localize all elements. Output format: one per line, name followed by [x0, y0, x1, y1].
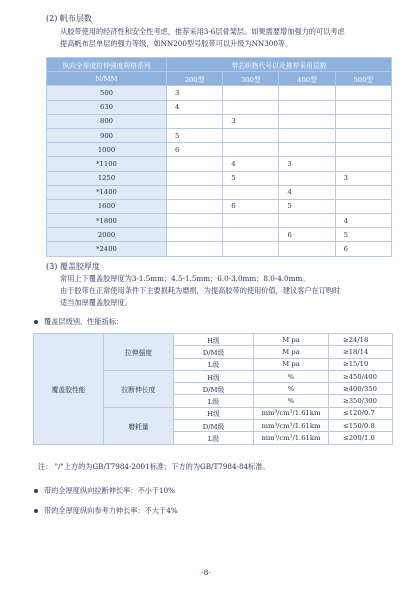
section-2-title: (2) 帆布层数 — [46, 14, 92, 23]
value-cell: ≥400/350 — [329, 383, 393, 395]
layer-count-cell: 6 — [223, 199, 279, 213]
section-3-line-2: 由于胶带在正常使用条件下主要损耗为磨损，为提高胶带的使用价值，建议客户在订购时 — [60, 286, 341, 295]
layer-count-cell — [335, 128, 391, 142]
table-row — [47, 143, 392, 157]
property-cell: 拉伸强度 — [104, 334, 174, 371]
unit-cell: M pa — [254, 334, 329, 346]
grade-cell: H级 — [174, 334, 254, 346]
layer-count-cell — [279, 100, 335, 114]
unit-cell: % — [254, 395, 329, 407]
layer-count-cell — [223, 100, 279, 114]
value-cell: ≥350/300 — [329, 395, 393, 407]
layer-count-cell — [167, 242, 223, 256]
layer-count-cell — [167, 157, 223, 171]
table-row — [47, 185, 392, 199]
table-row — [47, 128, 392, 142]
spec-cell: *1400 — [47, 185, 167, 199]
section-3-title: (3) 覆盖胶厚度 — [46, 262, 100, 271]
layer-count-cell — [167, 185, 223, 199]
spec-cell: *1800 — [47, 214, 167, 228]
layer-count-cell — [335, 199, 391, 213]
layer-count-cell — [279, 114, 335, 128]
section-3-line-1: 常用上下覆盖胶厚度为3-1.5mm；4.5-1.5mm；6.0-3.0mm；8.0-4.0mm。 — [60, 274, 310, 283]
layer-count-cell: 5 — [167, 128, 223, 142]
layer-count-cell — [335, 157, 391, 171]
layer-count-cell — [223, 86, 279, 100]
layer-count-cell — [223, 228, 279, 242]
layer-count-cell: 3 — [167, 86, 223, 100]
property-cell: 拉断伸长度 — [104, 370, 174, 407]
layer-count-cell: 3 — [279, 157, 335, 171]
layer-count-cell — [279, 86, 335, 100]
header-unit: N/MM — [47, 72, 167, 86]
value-cell: ≤150/0.8 — [329, 420, 393, 432]
table-row — [47, 228, 392, 242]
spec-cell: 630 — [47, 100, 167, 114]
spec-cell: 900 — [47, 128, 167, 142]
layer-count-cell — [279, 128, 335, 142]
spec-cell: 800 — [47, 114, 167, 128]
unit-cell: M pa — [254, 358, 329, 370]
spec-cell: 1250 — [47, 171, 167, 185]
header-spec-series: 纵向全厚度拉伸强度规格系列 — [47, 58, 167, 72]
standard-note: 注： "/"上方的为GB/T7984-2001标准；下方的为GB/T7984-84标准。 — [38, 462, 270, 471]
reference-elongation-bullet — [34, 506, 178, 516]
header-type-500: 500型 — [335, 72, 391, 86]
grade-cell: L级 — [174, 358, 254, 370]
table-row — [47, 86, 392, 100]
spec-cell: *2400 — [47, 242, 167, 256]
layer-count-cell — [335, 86, 391, 100]
layer-count-cell — [223, 185, 279, 199]
fabric-layers-table — [46, 57, 392, 257]
unit-cell: % — [254, 370, 329, 382]
layer-count-cell — [279, 214, 335, 228]
spec-cell: 1000 — [47, 143, 167, 157]
spec-cell: 500 — [47, 86, 167, 100]
layer-count-cell — [335, 114, 391, 128]
table-row — [47, 171, 392, 185]
value-cell: ≥15/10 — [329, 358, 393, 370]
unit-cell: mm³/cm³/1.61km — [254, 407, 329, 419]
layer-count-cell — [335, 100, 391, 114]
bullet-dot — [34, 320, 38, 324]
layer-count-cell — [279, 242, 335, 256]
layer-count-cell — [279, 171, 335, 185]
layer-count-cell: 4 — [279, 185, 335, 199]
table-row — [47, 214, 392, 228]
tensile-elongation-bullet — [34, 486, 175, 496]
unit-cell: M pa — [254, 346, 329, 358]
value-cell: ≥24/18 — [329, 334, 393, 346]
tensile-elongation-text: 带的全厚度纵向拉断伸长率：不小于10% — [44, 486, 175, 495]
unit-cell: mm³/cm³/1.61km — [254, 432, 329, 444]
layer-count-cell: 4 — [223, 157, 279, 171]
property-cell: 磨耗量 — [104, 407, 174, 444]
layer-count-cell: 6 — [279, 228, 335, 242]
grade-cell: D/M级 — [174, 346, 254, 358]
table-row — [34, 334, 393, 346]
spec-cell: 1600 — [47, 199, 167, 213]
unit-cell: mm³/cm³/1.61km — [254, 420, 329, 432]
table-row — [47, 114, 392, 128]
layer-count-cell: 3 — [223, 114, 279, 128]
cover-grade-label: 覆盖层级别、性能指标： — [44, 317, 124, 326]
table-row — [47, 199, 392, 213]
grade-cell: L级 — [174, 395, 254, 407]
value-cell: ≥18/14 — [329, 346, 393, 358]
layer-count-cell — [335, 185, 391, 199]
grade-cell: D/M级 — [174, 383, 254, 395]
layer-count-cell — [167, 214, 223, 228]
layer-count-cell: 4 — [167, 100, 223, 114]
layer-count-cell: 6 — [167, 143, 223, 157]
bullet-dot — [34, 489, 38, 493]
layer-count-cell — [223, 143, 279, 157]
layer-count-cell: 4 — [335, 214, 391, 228]
grade-cell: L级 — [174, 432, 254, 444]
layer-count-cell — [279, 143, 335, 157]
layer-count-cell: 5 — [279, 199, 335, 213]
header-fabric-code: 带芯织物代号以及推荐采用层数 — [167, 58, 392, 72]
reference-elongation-text: 带的全厚度纵向参考力伸长率：不大于4% — [44, 506, 178, 515]
bullet-dot — [34, 509, 38, 513]
value-cell: ≤200/1.0 — [329, 432, 393, 444]
layer-count-cell: 3 — [335, 171, 391, 185]
page-number: -8- — [201, 568, 211, 577]
cover-performance-table — [33, 333, 393, 445]
spec-cell: 2000 — [47, 228, 167, 242]
table-row — [47, 242, 392, 256]
layer-count-cell — [167, 171, 223, 185]
layer-count-cell — [223, 128, 279, 142]
layer-count-cell — [167, 228, 223, 242]
header-type-200: 200型 — [167, 72, 223, 86]
unit-cell: % — [254, 383, 329, 395]
layer-count-cell: 5 — [335, 228, 391, 242]
layer-count-cell: 5 — [223, 171, 279, 185]
spec-cell: *1100 — [47, 157, 167, 171]
grade-cell: H级 — [174, 370, 254, 382]
header-type-300: 300型 — [223, 72, 279, 86]
header-type-400: 400型 — [279, 72, 335, 86]
value-cell: ≤120/0.7 — [329, 407, 393, 419]
layer-count-cell — [223, 214, 279, 228]
table-row — [47, 100, 392, 114]
layer-count-cell — [335, 143, 391, 157]
section-2-line-1: 从胶带使用的经济性和安全性考虑，推荐采用3-6层骨架层。如果需要增加强力的可以考虑 — [60, 27, 345, 36]
cover-grade-bullet — [34, 317, 123, 327]
section-2-line-2: 提高帆布层单层的强力等级，如NN200型号胶带可以升级为NN300等。 — [60, 39, 293, 48]
layer-count-cell — [167, 114, 223, 128]
value-cell: ≥450/400 — [329, 370, 393, 382]
section-3-line-3: 适当加厚覆盖胶厚度。 — [60, 298, 132, 307]
layer-count-cell — [223, 242, 279, 256]
category-cell: 覆盖胶性能 — [34, 334, 104, 445]
grade-cell: D/M级 — [174, 420, 254, 432]
table-row — [47, 157, 392, 171]
grade-cell: H级 — [174, 407, 254, 419]
layer-count-cell — [167, 199, 223, 213]
layer-count-cell: 6 — [335, 242, 391, 256]
